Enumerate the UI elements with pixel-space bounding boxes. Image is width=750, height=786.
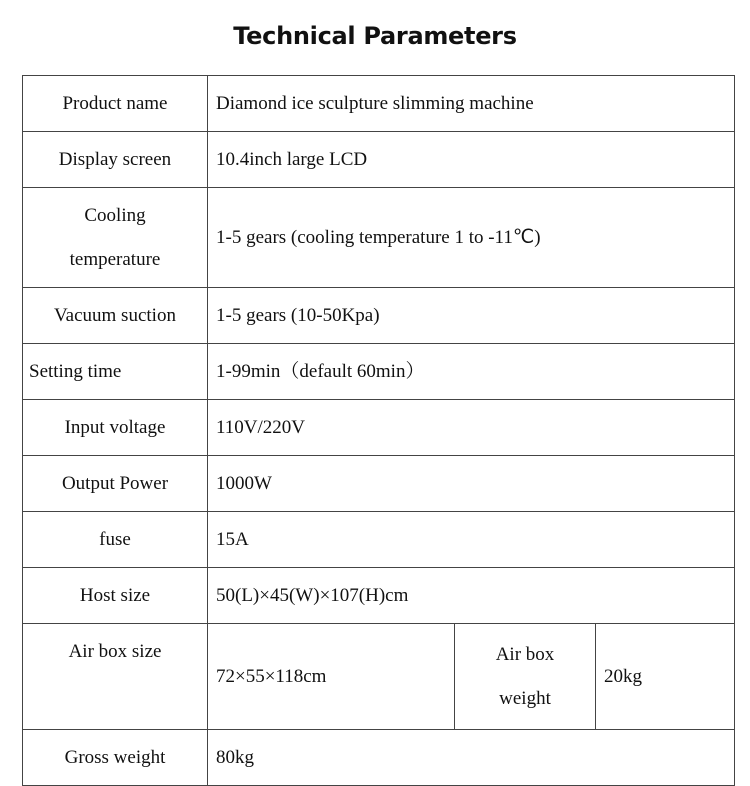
table-row (23, 568, 735, 624)
row-label: Product name (23, 76, 208, 132)
table-row (23, 512, 735, 568)
row-value: 1-99min（default 60min） (208, 344, 735, 400)
row-label: fuse (23, 512, 208, 568)
row-sub-label-line: weight (499, 687, 551, 709)
row-label-line: temperature (69, 248, 161, 270)
row-sub-label (455, 624, 596, 730)
table-row (23, 188, 735, 288)
row-label-line: Cooling (84, 204, 146, 226)
row-label: Display screen (23, 132, 208, 188)
row-label: Input voltage (23, 400, 208, 456)
table-row (23, 400, 735, 456)
table-row (23, 456, 735, 512)
row-value: 15A (208, 512, 735, 568)
row-sub-value: 20kg (596, 624, 735, 730)
row-label: Setting time (23, 344, 208, 400)
row-label: Air box size (23, 624, 208, 730)
row-value: 1-5 gears (10-50Kpa) (208, 288, 735, 344)
row-label: Vacuum suction (23, 288, 208, 344)
row-value: 110V/220V (208, 400, 735, 456)
row-value: 1000W (208, 456, 735, 512)
table-row (23, 624, 735, 730)
table-row (23, 730, 735, 786)
row-value: 10.4inch large LCD (208, 132, 735, 188)
table-row (23, 344, 735, 400)
row-label (23, 188, 208, 288)
page-title: Technical Parameters (233, 22, 517, 50)
table-row (23, 132, 735, 188)
row-label: Host size (23, 568, 208, 624)
row-label: Output Power (23, 456, 208, 512)
row-value: 80kg (208, 730, 735, 786)
row-value: 50(L)×45(W)×107(H)cm (208, 568, 735, 624)
table-row (23, 288, 735, 344)
table-row (23, 76, 735, 132)
row-sub-label-line: Air box (495, 643, 555, 665)
row-value: Diamond ice sculpture slimming machine (208, 76, 735, 132)
row-label: Gross weight (23, 730, 208, 786)
row-value: 1-5 gears (cooling temperature 1 to -11℃) (208, 188, 735, 288)
row-value: 72×55×118cm (208, 624, 455, 730)
parameters-table (22, 75, 735, 786)
